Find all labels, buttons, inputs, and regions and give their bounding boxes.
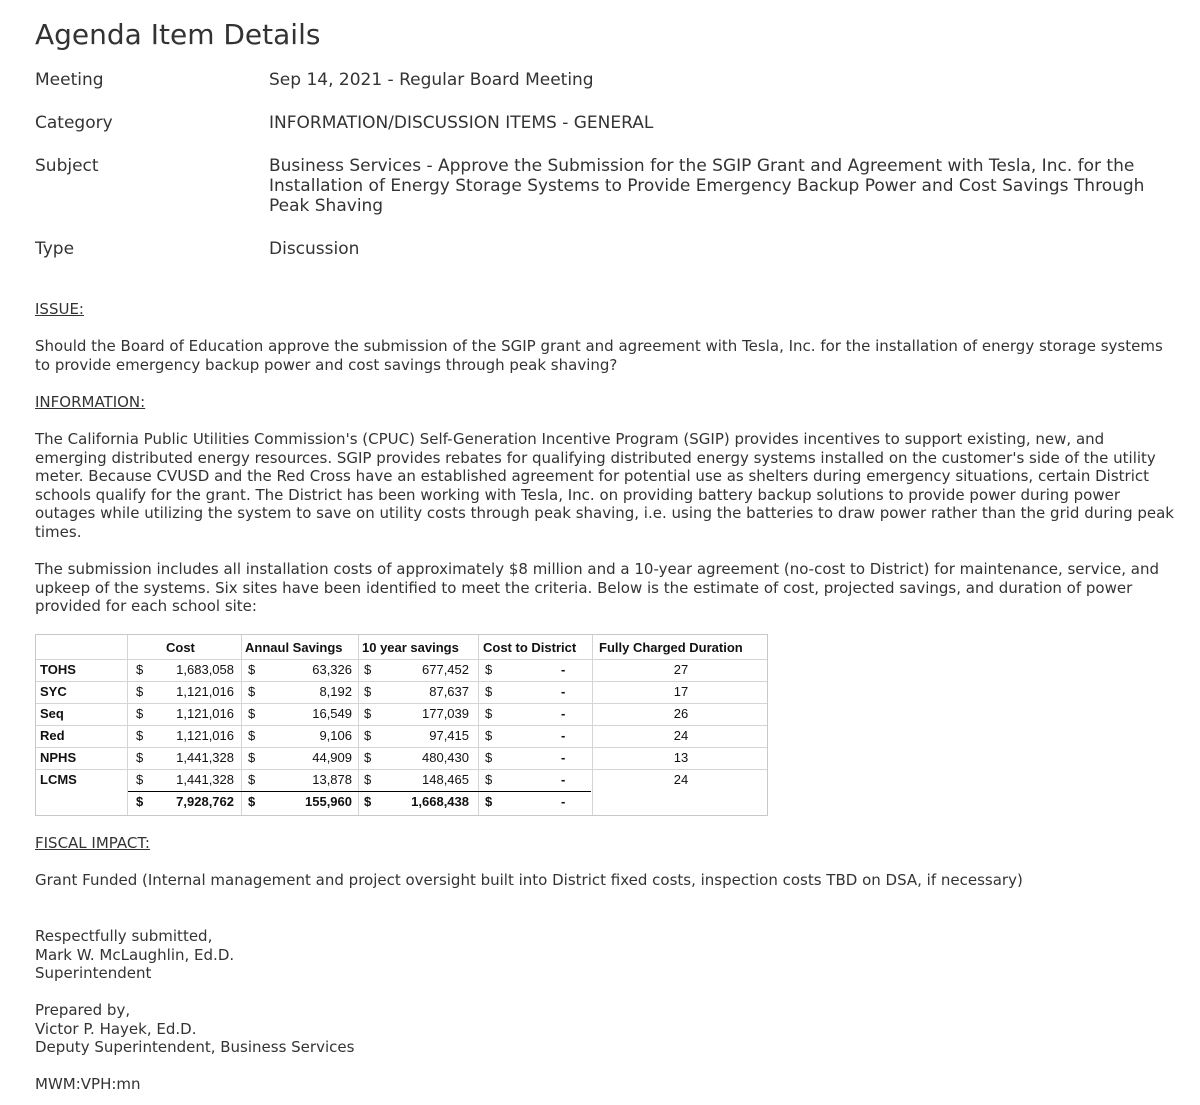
information-paragraph-1: The California Public Utilities Commission's (CPUC) Self-Generation Incentive Program (SGIP) provides incentives to support existing, new, and emerging distributed energy resources. SGIP provides rebates for qualifying distributed energy systems installed on the customer's side of the utility meter. Because CVUSD and the Red Cross have an established agreement for potential use as shelters during emergency situations, certain District schools qualify for the grant. The District has been working with Tesla, Inc. on providing battery backup solutions to provide power during power outages while utilizing the system to save on utility costs through peak shaving, i.e. using the batteries to draw power rather than the grid during peak times. — [35, 430, 1174, 541]
cell-duration: 24 — [673, 772, 689, 787]
cell-cost: 1,121,016 — [176, 728, 234, 743]
cell-10-year-savings: 97,415 — [429, 728, 469, 743]
cell-duration: 27 — [673, 662, 689, 677]
header-cost-to-district: Cost to District — [483, 640, 577, 655]
type-label: Type — [35, 239, 75, 259]
currency-symbol: $ — [248, 772, 256, 787]
currency-symbol: $ — [248, 706, 256, 721]
currency-symbol: $ — [136, 662, 144, 677]
cell-duration: 17 — [673, 684, 689, 699]
total-rule — [128, 791, 591, 792]
currency-symbol: $ — [136, 706, 144, 721]
information-heading: INFORMATION: — [35, 393, 146, 411]
cell-annual-savings: 44,909 — [312, 750, 352, 765]
subject-value: Business Services - Approve the Submission for the SGIP Grant and Agreement with Tesla, Inc. for the Installation of Energy Storage Systems to Provide Emergency Backup Power and Cost Savings Through Peak Shaving — [269, 156, 1145, 216]
cell-10-year-savings: 1,668,438 — [411, 794, 469, 809]
prepared-name: Victor P. Hayek, Ed.D. — [35, 1019, 197, 1038]
currency-symbol: $ — [136, 684, 144, 699]
currency-symbol: $ — [364, 728, 372, 743]
fiscal-impact-text: Grant Funded (Internal management and project oversight built into District fixed costs, inspection costs TBD on DSA, if necessary) — [35, 871, 1023, 889]
cell-10-year-savings: 177,039 — [422, 706, 469, 721]
cell-10-year-savings: 87,637 — [429, 684, 469, 699]
submitted-line-1: Respectfully submitted, — [35, 927, 213, 945]
cell-10-year-savings: 148,465 — [422, 772, 469, 787]
cell-cost: 7,928,762 — [176, 794, 234, 809]
currency-symbol: $ — [136, 750, 144, 765]
prepared-line-1: Prepared by, — [35, 1001, 131, 1019]
row-site: NPHS — [40, 750, 77, 765]
cell-duration: 26 — [673, 706, 689, 721]
currency-symbol: $ — [248, 684, 256, 699]
currency-symbol: $ — [248, 794, 256, 809]
currency-symbol: $ — [136, 772, 144, 787]
currency-symbol: $ — [136, 728, 144, 743]
row-site: Seq — [40, 706, 64, 721]
cell-annual-savings: 16,549 — [312, 706, 352, 721]
currency-symbol: $ — [364, 750, 372, 765]
row-site: LCMS — [40, 772, 77, 787]
cell-10-year-savings: 677,452 — [422, 662, 469, 677]
category-label: Category — [35, 113, 113, 133]
currency-symbol: $ — [248, 728, 256, 743]
row-site: Red — [40, 728, 65, 743]
cell-cost-to-district: - — [561, 684, 566, 699]
cell-duration: 13 — [673, 750, 689, 765]
currency-symbol: $ — [485, 772, 493, 787]
row-site: SYC — [40, 684, 67, 699]
cell-10-year-savings: 480,430 — [422, 750, 469, 765]
cell-cost-to-district: - — [561, 772, 566, 787]
cell-annual-savings: 9,106 — [319, 728, 352, 743]
currency-symbol: $ — [248, 750, 256, 765]
cell-cost: 1,121,016 — [176, 706, 234, 721]
submitted-title: Superintendent — [35, 964, 152, 982]
currency-symbol: $ — [364, 772, 372, 787]
submitted-by — [35, 927, 234, 983]
row-site: TOHS — [40, 662, 76, 677]
cell-annual-savings: 13,878 — [312, 772, 352, 787]
currency-symbol: $ — [485, 728, 493, 743]
type-value: Discussion — [269, 239, 360, 259]
currency-symbol: $ — [248, 662, 256, 677]
submitted-name: Mark W. McLaughlin, Ed.D. — [35, 945, 235, 964]
header-cost: Cost — [166, 640, 195, 655]
issue-heading: ISSUE: — [35, 300, 84, 318]
header-10-year-savings: 10 year savings — [362, 640, 459, 655]
header-fully-charged-duration: Fully Charged Duration — [599, 640, 743, 655]
cell-annual-savings: 63,326 — [312, 662, 352, 677]
cell-annual-savings: 8,192 — [319, 684, 352, 699]
prepared-by — [35, 1001, 354, 1057]
issue-text: Should the Board of Education approve the submission of the SGIP grant and agreement with Tesla, Inc. for the installation of energy storage systems to provide emergency backup power and cost savings through peak shaving? — [35, 337, 1163, 374]
currency-symbol: $ — [364, 684, 372, 699]
cell-cost: 1,683,058 — [176, 662, 234, 677]
currency-symbol: $ — [364, 662, 372, 677]
cell-cost: 1,441,328 — [176, 750, 234, 765]
cell-annual-savings: 155,960 — [305, 794, 352, 809]
subject-label: Subject — [35, 156, 99, 176]
cell-cost-to-district: - — [561, 750, 566, 765]
prepared-title: Deputy Superintendent, Business Services — [35, 1038, 355, 1056]
cell-cost-to-district: - — [561, 728, 566, 743]
currency-symbol: $ — [485, 662, 493, 677]
currency-symbol: $ — [136, 794, 144, 809]
currency-symbol: $ — [485, 750, 493, 765]
currency-symbol: $ — [485, 684, 493, 699]
currency-symbol: $ — [485, 794, 493, 809]
cost-savings-table — [35, 634, 768, 816]
fiscal-impact-heading: FISCAL IMPACT: — [35, 834, 150, 852]
currency-symbol: $ — [485, 706, 493, 721]
cell-cost: 1,441,328 — [176, 772, 234, 787]
cell-cost: 1,121,016 — [176, 684, 234, 699]
header-annual-savings: Annaul Savings — [245, 640, 343, 655]
cell-cost-to-district: - — [561, 794, 566, 809]
meeting-value: Sep 14, 2021 - Regular Board Meeting — [269, 70, 594, 90]
cell-cost-to-district: - — [561, 706, 566, 721]
category-value: INFORMATION/DISCUSSION ITEMS - GENERAL — [269, 113, 654, 133]
currency-symbol: $ — [364, 794, 372, 809]
information-paragraph-2: The submission includes all installation costs of approximately $8 million and a 10-year agreement (no-cost to District) for maintenance, service, and upkeep of the systems. Six sites have been identified to meet the criteria. Below is the estimate of cost, projected savings, and duration of power provided for each school site: — [35, 560, 1159, 615]
initials: MWM:VPH:mn — [35, 1075, 141, 1093]
currency-symbol: $ — [364, 706, 372, 721]
cell-duration: 24 — [673, 728, 689, 743]
meeting-label: Meeting — [35, 70, 104, 90]
page-title: Agenda Item Details — [35, 18, 321, 51]
cell-cost-to-district: - — [561, 662, 566, 677]
